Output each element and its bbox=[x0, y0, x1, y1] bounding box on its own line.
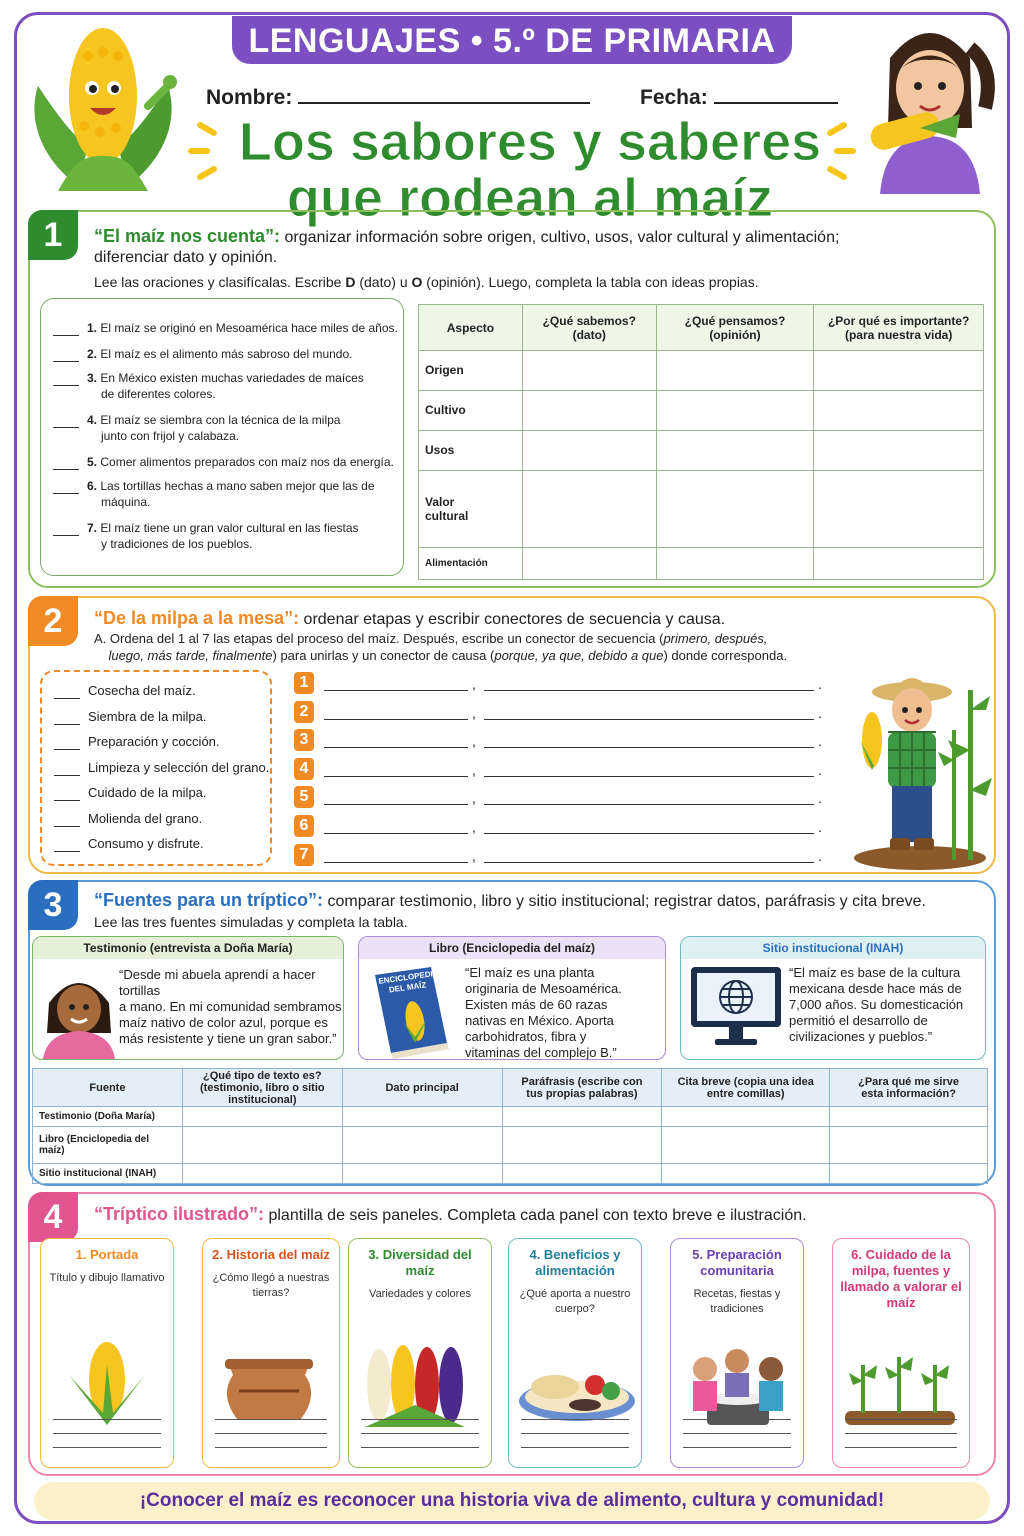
sentence-number: 6. bbox=[87, 479, 98, 493]
writing-line[interactable] bbox=[683, 1447, 791, 1448]
table-header-cell: Fuente bbox=[33, 1069, 183, 1107]
order-blank[interactable] bbox=[54, 810, 80, 827]
sources-table bbox=[32, 1068, 988, 1184]
answer-cell[interactable] bbox=[814, 470, 984, 547]
girl-eating-corn-illustration bbox=[860, 18, 1000, 194]
dona-maria-avatar bbox=[37, 963, 121, 1059]
answer-blank[interactable] bbox=[53, 453, 79, 470]
sentence-text: En México existen muchas variedades de maíces bbox=[100, 371, 364, 385]
sentence-list bbox=[40, 298, 404, 576]
writing-line[interactable] bbox=[361, 1433, 479, 1434]
panel-title: 4. Beneficios y alimentación bbox=[529, 1247, 621, 1278]
triptych-panel bbox=[832, 1238, 970, 1468]
section-4-badge: 4 bbox=[28, 1192, 78, 1242]
sentence-text: El maíz se siembra con la técnica de la milpa bbox=[100, 413, 341, 427]
stage-item bbox=[54, 733, 220, 750]
period-mark: . bbox=[818, 676, 822, 692]
section-2-badge: 2 bbox=[28, 596, 78, 646]
sentence-line[interactable] bbox=[484, 862, 814, 863]
stage-text: Preparación y cocción. bbox=[88, 734, 220, 749]
source-book-quote: “El maíz es una planta originaria de Mesoamérica. Existen más de 60 razas nativas en México. Aporta carbohidratos, fibra y vitaminas del complejo B.” bbox=[465, 965, 622, 1060]
answer-cell[interactable] bbox=[662, 1126, 830, 1164]
stage-text: Siembra de la milpa. bbox=[88, 708, 207, 724]
sequence-number: 7 bbox=[294, 844, 314, 866]
sequence-number: 1 bbox=[294, 672, 314, 694]
sentence-text-cont: y tradiciones de los pueblos. bbox=[101, 537, 253, 551]
writing-line[interactable] bbox=[215, 1447, 327, 1448]
table-row bbox=[419, 470, 984, 547]
answer-cell[interactable] bbox=[656, 548, 814, 580]
period-mark: . bbox=[818, 819, 822, 835]
comma-mark: , bbox=[472, 704, 476, 721]
answer-cell[interactable] bbox=[830, 1107, 988, 1127]
panel-description: Recetas, fiestas y tradiciones bbox=[693, 1288, 781, 1315]
order-blank[interactable] bbox=[54, 733, 80, 750]
sentence-line[interactable] bbox=[484, 833, 814, 834]
period-mark: . bbox=[818, 704, 822, 721]
panel-title: 5. Preparación comunitaria bbox=[692, 1247, 782, 1278]
aspect-cell: Usos bbox=[419, 430, 523, 470]
table-header-row bbox=[419, 305, 984, 351]
connector-line[interactable] bbox=[324, 719, 468, 720]
answer-cell[interactable] bbox=[656, 390, 814, 430]
answer-cell[interactable] bbox=[502, 1107, 662, 1127]
name-label: Nombre: bbox=[206, 86, 293, 109]
page-title: Los sabores y saberes que rodean al maíz bbox=[238, 112, 822, 228]
sentence-item bbox=[53, 519, 359, 552]
writing-line[interactable] bbox=[521, 1447, 629, 1448]
stage-item bbox=[54, 708, 207, 725]
writing-line[interactable] bbox=[845, 1433, 957, 1434]
footer-message: ¡Conocer el maíz es reconocer una historia viva de alimento, cultura y comunidad! bbox=[34, 1482, 990, 1520]
period-mark: . bbox=[818, 790, 822, 807]
writing-line[interactable] bbox=[521, 1433, 629, 1434]
panel-description: ¿Cómo llegó a nuestras tierras? bbox=[212, 1272, 330, 1299]
connector-line[interactable] bbox=[324, 833, 468, 834]
panel-illustration bbox=[677, 1335, 799, 1431]
section-2-instructions: A. Ordena del 1 al 7 las etapas del proceso del maíz. Después, escribe un conector de secuencia (primero, después, luego, más tarde, finalmente) para unirlas y un conector de causa (porque, ya que, debido a que) donde corresponda. bbox=[94, 631, 788, 663]
period-mark: . bbox=[818, 733, 822, 750]
answer-cell[interactable] bbox=[342, 1107, 502, 1127]
sentence-text: Las tortillas hechas a mano saben mejor que las de bbox=[100, 479, 375, 493]
table-header-cell: ¿Qué pensamos? (opinión) bbox=[656, 305, 814, 351]
source-inah-card bbox=[680, 936, 986, 1060]
table-header-cell: Aspecto bbox=[419, 305, 523, 351]
writing-line[interactable] bbox=[215, 1433, 327, 1434]
stage-list bbox=[40, 670, 272, 866]
order-blank[interactable] bbox=[54, 708, 80, 725]
source-name-cell: Libro (Enciclopedia del maíz) bbox=[33, 1126, 183, 1164]
comma-mark: , bbox=[472, 819, 476, 835]
book-cover-text: ENCICLOPEDIA DEL MAÍZ bbox=[377, 968, 439, 995]
section-3-badge: 3 bbox=[28, 880, 78, 930]
panel-illustration bbox=[839, 1335, 961, 1431]
comma-mark: , bbox=[472, 790, 476, 807]
aspect-cell: Origen bbox=[419, 351, 523, 391]
panel-illustration bbox=[515, 1335, 637, 1431]
answer-cell[interactable] bbox=[814, 390, 984, 430]
date-label: Fecha: bbox=[640, 86, 708, 109]
order-blank[interactable] bbox=[54, 682, 80, 699]
comma-mark: , bbox=[472, 733, 476, 750]
stage-text: Consumo y disfrute. bbox=[88, 836, 204, 851]
answer-cell[interactable] bbox=[662, 1107, 830, 1127]
section-1-instructions: Lee las oraciones y clasifícalas. Escribe D (dato) u O (opinión). Luego, completa la tabla con ideas propias. bbox=[94, 274, 759, 290]
sentence-number: 3. bbox=[87, 371, 98, 385]
sentence-item bbox=[53, 453, 394, 470]
stage-item bbox=[54, 759, 269, 776]
stage-text: Cuidado de la milpa. bbox=[88, 785, 207, 800]
period-mark: . bbox=[818, 761, 822, 778]
sentence-line[interactable] bbox=[484, 776, 814, 777]
farmer-boy-illustration bbox=[850, 670, 996, 870]
writing-line[interactable] bbox=[53, 1433, 161, 1434]
table-header-cell: ¿Para qué me sirve esta información? bbox=[830, 1069, 988, 1107]
answer-cell[interactable] bbox=[522, 390, 656, 430]
connector-line[interactable] bbox=[324, 690, 468, 691]
writing-line[interactable] bbox=[361, 1419, 479, 1420]
table-header-row bbox=[33, 1069, 988, 1107]
source-book-title: Libro (Enciclopedia del maíz) bbox=[359, 937, 665, 959]
answer-blank[interactable] bbox=[53, 411, 79, 428]
sentence-item bbox=[53, 477, 375, 510]
table-row bbox=[33, 1126, 988, 1164]
sentence-text: El maíz es el alimento más sabroso del mundo. bbox=[100, 347, 353, 361]
stage-item bbox=[54, 835, 204, 852]
answer-blank[interactable] bbox=[53, 345, 79, 362]
computer-globe-icon bbox=[689, 965, 783, 1049]
section-2-heading: “De la milpa a la mesa”: ordenar etapas y escribir conectores de secuencia y causa. bbox=[94, 608, 726, 628]
answer-blank[interactable] bbox=[53, 477, 79, 494]
sentence-text: El maíz se originó en Mesoamérica hace miles de años. bbox=[100, 321, 398, 335]
stage-item bbox=[54, 784, 207, 801]
order-blank[interactable] bbox=[54, 759, 80, 776]
connector-line[interactable] bbox=[324, 862, 468, 863]
comma-mark: , bbox=[472, 761, 476, 778]
comma-mark: , bbox=[472, 847, 476, 864]
source-inah-title: Sitio institucional (INAH) bbox=[681, 937, 985, 959]
answer-blank[interactable] bbox=[53, 319, 79, 336]
answer-cell[interactable] bbox=[182, 1107, 342, 1127]
sentence-number: 1. bbox=[87, 321, 98, 335]
answer-cell[interactable] bbox=[522, 470, 656, 547]
writing-line[interactable] bbox=[53, 1447, 161, 1448]
triptych-panel bbox=[348, 1238, 492, 1468]
writing-line[interactable] bbox=[683, 1433, 791, 1434]
sentence-text: Comer alimentos preparados con maíz nos da energía. bbox=[100, 455, 394, 469]
source-testimony-title: Testimonio (entrevista a Doña María) bbox=[33, 937, 343, 959]
source-name-cell: Sitio institucional (INAH) bbox=[33, 1164, 183, 1184]
sequence-number: 5 bbox=[294, 786, 314, 808]
answer-cell[interactable] bbox=[656, 430, 814, 470]
sentence-item bbox=[53, 411, 340, 444]
writing-line[interactable] bbox=[683, 1419, 791, 1420]
panel-illustration bbox=[47, 1335, 169, 1431]
connector-line[interactable] bbox=[324, 804, 468, 805]
aspect-cell: Alimentación bbox=[419, 548, 523, 580]
answer-cell[interactable] bbox=[656, 470, 814, 547]
table-row bbox=[33, 1107, 988, 1127]
panel-description: Variedades y colores bbox=[369, 1288, 471, 1300]
answer-cell[interactable] bbox=[522, 548, 656, 580]
section-3-instructions: Lee las tres fuentes simuladas y completa la tabla. bbox=[94, 914, 408, 930]
sentence-text-cont: máquina. bbox=[101, 495, 151, 509]
sequence-number: 4 bbox=[294, 758, 314, 780]
table-header-cell: ¿Por qué es importante? (para nuestra vida) bbox=[814, 305, 984, 351]
panel-title: 3. Diversidad del maíz bbox=[368, 1247, 472, 1278]
answer-cell[interactable] bbox=[830, 1164, 988, 1184]
writing-line[interactable] bbox=[845, 1447, 957, 1448]
table-header-cell: ¿Qué tipo de texto es? (testimonio, libro o sitio institucional) bbox=[182, 1069, 342, 1107]
period-mark: . bbox=[818, 847, 822, 864]
panel-illustration bbox=[355, 1335, 477, 1431]
connector-line[interactable] bbox=[324, 747, 468, 748]
stage-text: Cosecha del maíz. bbox=[88, 683, 196, 698]
connector-line[interactable] bbox=[324, 776, 468, 777]
sentence-item bbox=[53, 345, 352, 362]
stage-item bbox=[54, 810, 202, 827]
answer-cell[interactable] bbox=[830, 1126, 988, 1164]
answer-cell[interactable] bbox=[814, 430, 984, 470]
answer-cell[interactable] bbox=[182, 1164, 342, 1184]
panel-title: 1. Portada bbox=[75, 1247, 139, 1262]
answer-cell[interactable] bbox=[656, 351, 814, 391]
table-header-cell: ¿Qué sabemos? (dato) bbox=[522, 305, 656, 351]
triptych-panel bbox=[670, 1238, 804, 1468]
source-name-cell: Testimonio (Doña María) bbox=[33, 1107, 183, 1127]
answer-cell[interactable] bbox=[182, 1126, 342, 1164]
writing-line[interactable] bbox=[215, 1419, 327, 1420]
sequence-number: 3 bbox=[294, 729, 314, 751]
answer-cell[interactable] bbox=[522, 351, 656, 391]
source-book-card bbox=[358, 936, 666, 1060]
triptych-panel bbox=[202, 1238, 340, 1468]
triptych-panel bbox=[40, 1238, 174, 1468]
panel-illustration bbox=[209, 1335, 331, 1431]
panel-title: 6. Cuidado de la milpa, fuentes y llamado a valorar el maíz bbox=[840, 1247, 962, 1310]
panel-description: ¿Qué aporta a nuestro cuerpo? bbox=[519, 1288, 631, 1315]
sentence-item bbox=[53, 319, 398, 336]
corn-mascot-illustration bbox=[18, 16, 188, 196]
sentence-number: 7. bbox=[87, 521, 98, 535]
answer-cell[interactable] bbox=[342, 1126, 502, 1164]
sentence-text-cont: de diferentes colores. bbox=[101, 387, 216, 401]
sparkle-left-icon bbox=[186, 122, 226, 182]
answer-blank[interactable] bbox=[53, 369, 79, 386]
section-4-heading: “Tríptico ilustrado”: plantilla de seis paneles. Completa cada panel con texto breve e ilustración. bbox=[94, 1204, 807, 1224]
stage-text: Limpieza y selección del grano. bbox=[88, 759, 270, 775]
writing-line[interactable] bbox=[845, 1419, 957, 1420]
table-row bbox=[419, 390, 984, 430]
sentence-line[interactable] bbox=[484, 690, 814, 691]
section-1-badge: 1 bbox=[28, 210, 78, 260]
source-inah-quote: “El maíz es base de la cultura mexicana desde hace más de 7,000 años. Su domesticación permitió el desarrollo de civilizaciones y pueblos.” bbox=[789, 965, 964, 1044]
sentence-number: 5. bbox=[87, 455, 98, 469]
comma-mark: , bbox=[472, 676, 476, 692]
name-field[interactable] bbox=[206, 86, 590, 110]
section-1-heading: “El maíz nos cuenta”: organizar información sobre origen, cultivo, usos, valor cultural y alimentación; diferenciar dato y opinión. bbox=[94, 226, 840, 266]
sentence-text-cont: junto con frijol y calabaza. bbox=[101, 429, 240, 443]
sentence-number: 4. bbox=[87, 413, 98, 427]
stage-item bbox=[54, 682, 196, 699]
table-row bbox=[33, 1164, 988, 1184]
aspect-table bbox=[418, 304, 984, 580]
table-header-cell: Dato principal bbox=[342, 1069, 502, 1107]
answer-cell[interactable] bbox=[662, 1164, 830, 1184]
table-header-cell: Paráfrasis (escribe con tus propias palabras) bbox=[502, 1069, 662, 1107]
section-3-heading: “Fuentes para un tríptico”: comparar testimonio, libro y sitio institucional; registrar datos, paráfrasis y cita breve. bbox=[94, 890, 926, 910]
answer-blank[interactable] bbox=[53, 519, 79, 536]
answer-cell[interactable] bbox=[502, 1164, 662, 1184]
writing-line[interactable] bbox=[361, 1447, 479, 1448]
answer-cell[interactable] bbox=[502, 1126, 662, 1164]
sentence-text: El maíz tiene un gran valor cultural en las fiestas bbox=[100, 521, 359, 535]
table-row bbox=[419, 351, 984, 391]
answer-cell[interactable] bbox=[814, 548, 984, 580]
sequence-number: 2 bbox=[294, 701, 314, 723]
aspect-cell: Cultivo bbox=[419, 390, 523, 430]
triptych-panel bbox=[508, 1238, 642, 1468]
subject-banner: LENGUAJES • 5.º DE PRIMARIA bbox=[232, 16, 792, 64]
table-row bbox=[419, 548, 984, 580]
order-blank[interactable] bbox=[54, 784, 80, 801]
stage-text: Molienda del grano. bbox=[88, 810, 203, 826]
source-testimony-card bbox=[32, 936, 344, 1060]
sentence-line[interactable] bbox=[484, 719, 814, 720]
sparkle-right-icon bbox=[820, 122, 860, 182]
aspect-cell: Valor cultural bbox=[419, 470, 523, 547]
date-field[interactable] bbox=[640, 86, 838, 110]
panel-title: 2. Historia del maíz bbox=[212, 1247, 330, 1262]
answer-cell[interactable] bbox=[342, 1164, 502, 1184]
answer-cell[interactable] bbox=[814, 351, 984, 391]
source-testimony-quote: “Desde mi abuela aprendí a hacer tortillas a mano. En mi comunidad sembramos maíz nativo de color azul, porque es más resistente y tiene un gran sabor.” bbox=[119, 967, 342, 1046]
sentence-line[interactable] bbox=[484, 747, 814, 748]
panel-description: Título y dibujo llamativo bbox=[49, 1272, 165, 1284]
sentence-item bbox=[53, 369, 364, 402]
writing-line[interactable] bbox=[521, 1419, 629, 1420]
sequence-number: 6 bbox=[294, 815, 314, 837]
sentence-line[interactable] bbox=[484, 804, 814, 805]
order-blank[interactable] bbox=[54, 835, 80, 852]
writing-line[interactable] bbox=[53, 1419, 161, 1420]
answer-cell[interactable] bbox=[522, 430, 656, 470]
sentence-number: 2. bbox=[87, 347, 98, 361]
table-row bbox=[419, 430, 984, 470]
table-header-cell: Cita breve (copia una idea entre comillas) bbox=[662, 1069, 830, 1107]
